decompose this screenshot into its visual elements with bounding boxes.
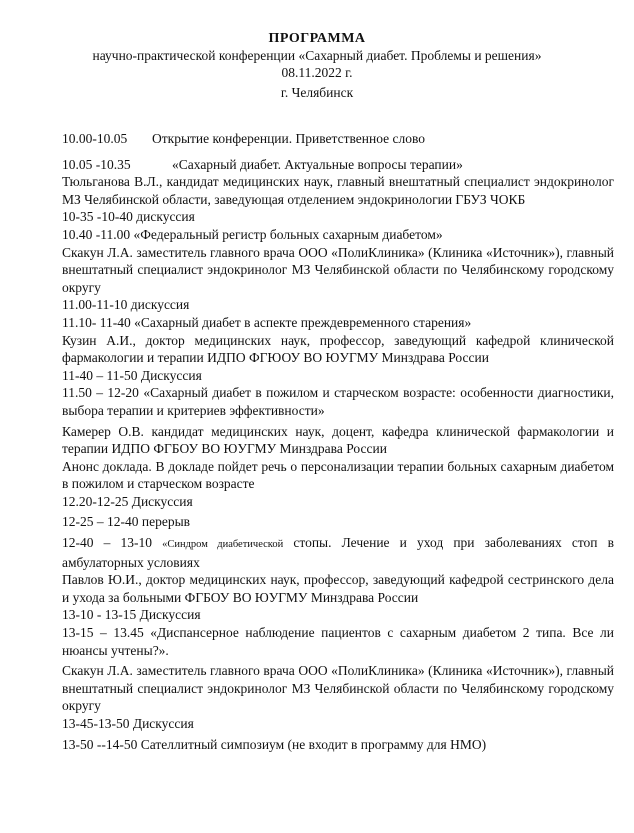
discussion-1: 10-35 -10-40 дискуссия xyxy=(62,209,195,225)
opening-text: Открытие конференции. Приветственное слово xyxy=(152,131,425,146)
discussion-4: 12.20-12-25 Дискуссия xyxy=(62,493,193,509)
session-3-speaker: Кузин А.И., доктор медицинских наук, профессор, заведующий кафедрой клинической фармакологии и терапии ИДПО ФГЮОУ ВО ЮУГМУ Минздрава России xyxy=(62,332,614,366)
program-item-session-2: 10.40 -11.00 «Федеральный регистр больных сахарным диабетом» xyxy=(62,226,443,242)
discussion-2: 11.00-11-10 дискуссия xyxy=(62,297,190,313)
session-1-speaker: Тюльганова В.Л., кандидат медицинских наук, главный внештатный специалист эндокринолог МЗ Челябинской области, заведующая отделением эндокринологии ГБУЗ ЧОКБ xyxy=(62,174,614,207)
session-6-speaker: Скакун Л.А. заместитель главного врача ООО «ПолиКлиника» (Клиника «Источник»), главный внештатный специалист эндокринолог МЗ Челябинской области по Челябинскому городскому округу xyxy=(62,663,614,714)
discussion-5: 13-10 - 13-15 Дискуссия xyxy=(62,607,201,623)
document-header xyxy=(40,30,594,101)
program-item-break: 12-25 – 12-40 перерыв xyxy=(62,514,191,530)
session-5-time: 12-40 – 13-10 xyxy=(62,535,152,551)
session-5-title-small: «Синдром диабетической xyxy=(162,539,284,551)
program-item-session-4: 11.50 – 12-20 «Сахарный диабет в пожилом и старческом возрасте: особенности диагностики, выбора терапии и критериев эффективности» xyxy=(62,385,614,418)
session-5-title: стопы. Лечение и уход при заболеваниях стоп в амбулаторных условиях xyxy=(62,535,615,570)
document-date: 08.11.2022 г. xyxy=(281,65,353,80)
program-item-session-6: 13-15 – 13.45 «Диспансерное наблюдение пациентов с сахарным диабетом 2 типа. Все ли нюансы учтены?». xyxy=(62,625,614,658)
session-5-speaker: Павлов Ю.И., доктор медицинских наук, профессор, заведующий кафедрой сестринского дела и ухода за больными ФГБОУ ВО ЮУГМУ Минздрава России xyxy=(62,572,614,605)
program-item-session-1 xyxy=(62,156,614,174)
session-1-title: «Сахарный диабет. Актуальные вопросы терапии» xyxy=(172,156,463,172)
document-title: ПРОГРАММА xyxy=(268,31,366,46)
program-body xyxy=(62,130,614,753)
session-4-annotation: Анонс доклада. В докладе пойдет речь о персонализации терапии больных сахарным диабетом в пожилом и старческом возрасте xyxy=(62,458,614,492)
opening-time: 10.00-10.05 xyxy=(62,131,128,146)
program-item-session-5 xyxy=(62,534,614,571)
discussion-3: 11-40 – 11-50 Дискуссия xyxy=(62,367,202,383)
session-2-speaker: Скакун Л.А. заместитель главного врача ООО «ПолиКлиника» (Клиника «Источник»), главный внештатный специалист эндокринолог МЗ Челябинской области по Челябинскому городскому округу xyxy=(62,244,614,295)
program-item-opening xyxy=(62,130,614,148)
session-1-time: 10.05 -10.35 xyxy=(62,156,131,172)
discussion-6: 13-45-13-50 Дискуссия xyxy=(62,716,194,731)
program-item-satellite: 13-50 --14-50 Сателлитный симпозиум (не входит в программу для НМО) xyxy=(62,736,487,752)
program-item-session-3: 11.10- 11-40 «Сахарный диабет в аспекте преждевременного старения» xyxy=(62,314,472,330)
document-city: г. Челябинск xyxy=(280,85,354,100)
document-subtitle: научно-практической конференции «Сахарный диабет. Проблемы и решения» xyxy=(92,48,542,63)
session-4-speaker: Камерер О.В. кандидат медицинских наук, доцент, кафедра клинической фармакологии и терапии ИДПО ФГБОУ ВО ЮУГМУ Минздрава России xyxy=(62,423,614,457)
